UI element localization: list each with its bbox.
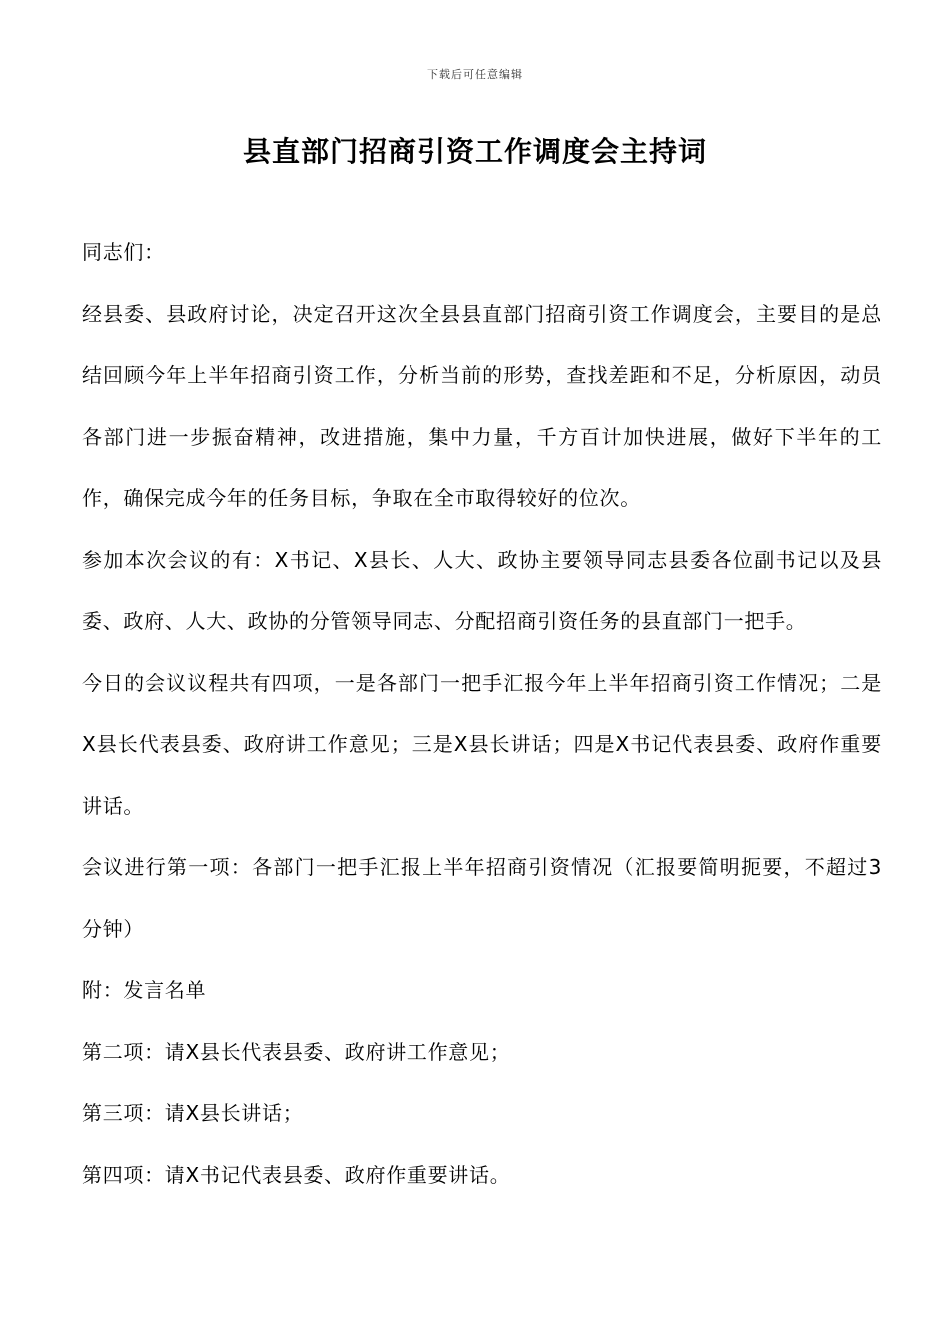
agenda-item-1: 会议进行第一项：各部门一把手汇报上半年招商引资情况（汇报要简明扼要，不超过3分钟）	[82, 855, 882, 941]
paragraph-agenda: 今日的会议议程共有四项，一是各部门一把手汇报今年上半年招商引资工作情况；二是X县长代表县委、政府讲工作意见；三是X县长讲话；四是X书记代表县委、政府作重要讲话。	[82, 670, 882, 818]
agenda-item-4: 第四项：请X书记代表县委、政府作重要讲话。	[82, 1162, 511, 1187]
paragraph-attendees: 参加本次会议的有：X书记、X县长、人大、政协主要领导同志县委各位副书记以及县委、政府、人大、政协的分管领导同志、分配招商引资任务的县直部门一把手。	[82, 547, 882, 633]
salutation: 同志们：	[82, 240, 165, 264]
document-body	[82, 222, 882, 1206]
agenda-item-3: 第三项：请X县长讲话；	[82, 1101, 304, 1125]
speaker-list-note: 附：发言名单	[82, 978, 207, 1002]
header-note: 下载后可任意编辑	[427, 68, 523, 81]
paragraph-purpose: 经县委、县政府讨论，决定召开这次全县县直部门招商引资工作调度会，主要目的是总结回顾今年上半年招商引资工作，分析当前的形势，查找差距和不足，分析原因，动员各部门进一步振奋精神，改进措施，集中力量，千方百计加快进展，做好下半年的工作，确保完成今年的任务目标，争取在全市取得较好的位次。	[82, 301, 882, 510]
agenda-item-2: 第二项：请X县长代表县委、政府讲工作意见；	[82, 1039, 511, 1064]
document-title: 县直部门招商引资工作调度会主持词	[242, 135, 707, 168]
